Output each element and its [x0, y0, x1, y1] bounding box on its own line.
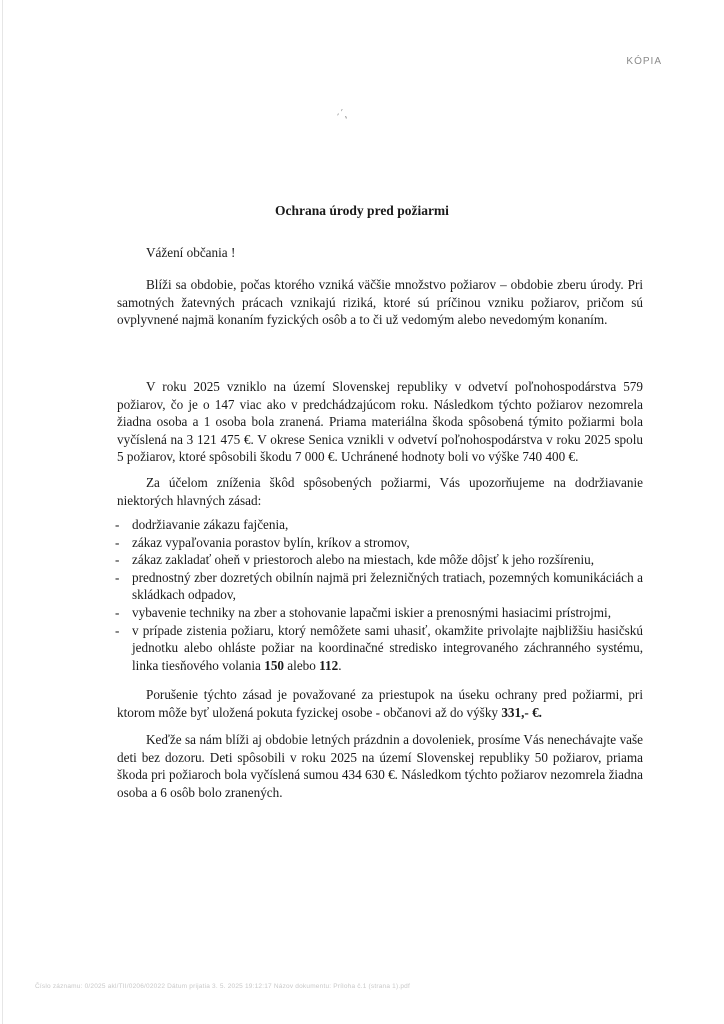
rule-text: dodržiavanie zákazu fajčenia,: [132, 517, 289, 532]
copy-stamp: KÓPIA: [626, 56, 662, 67]
scan-speck: ´ ,́: [335, 109, 349, 124]
penalty-text: Porušenie týchto zásad je považované za priestupok na úseku ochrany pred požiarmi, pri ktorom môže byť uložená pokuta fyzickej osobe - občanovi až do výšky: [117, 687, 643, 720]
scan-footer: Číslo záznamu: 0/2025 akl/TII/0206/02022 Dátum prijatia 3. 5. 2025 19:12:17 Názov dokumentu: Príloha č.1 (strana 1).pdf: [35, 983, 411, 990]
greeting: Vážení občania !: [146, 245, 236, 260]
list-dash: -: [115, 622, 120, 638]
rule-text: v prípade zistenia požiaru, ktorý nemôžete sami uhasiť, okamžite privolajte najbližšiu hasičskú jednotku alebo ohláste požiar na koordinačné stredisko integrovaného záchranného systému, linka tiesňového volania: [132, 622, 643, 673]
paragraph-intro: Blíži sa obdobie, počas ktorého vzniká väčšie množstvo požiarov – obdobie zberu úrody. Pri samotných žatevných prácach vznikajú riziká, ktoré sú príčinou vzniku požiarov, pričom sú ovplyvnené najmä konaním fyzických osôb a to či už vedomým alebo nevedomým konaním.: [117, 277, 643, 328]
paragraph-children: Keďže sa nám blíži aj obdobie letných prázdnin a dovoleniek, prosíme Vás nenechávajte vaše deti bez dozoru. Deti spôsobili v roku 2025 na území Slovenskej republiky 50 požiarov, priama škoda pri požiaroch bola vyčíslená sumou 434 630 €. Následkom týchto požiarov nezomrela žiadna osoba a 6 osôb bolo zranených.: [117, 732, 643, 800]
list-item: [117, 604, 643, 622]
rule-text: vybavenie techniky na zber a stohovanie lapačmi iskier a prenosnými hasiacimi prístrojmi,: [132, 604, 611, 620]
list-item: [117, 534, 643, 552]
list-item: [117, 569, 643, 604]
list-dash: -: [115, 604, 120, 620]
rule-text: zákaz zakladať oheň v priestoroch alebo na miestach, kde môže dôjsť k jeho rozšíreniu,: [132, 552, 595, 568]
list-item: [117, 516, 643, 534]
paragraph-statistics: V roku 2025 vzniklo na území Slovenskej republiky v odvetví poľnohospodárstva 579 požiarov, čo je o 147 viac ako v predchádzajúcom roku. Následkom týchto požiarov nezomrela žiadna osoba a 1 osoba bola zranená. Priama materiálna škoda spôsobená týmito požiarmi bola vyčíslená na 3 121 475 €. V okrese Senica vznikli v odvetví poľnohospodárstva v roku 2025 spolu 5 požiarov, ktoré spôsobili škodu 7 000 €. Uchránené hodnoty boli vo výške 740 400 €.: [117, 379, 643, 465]
list-dash: -: [115, 517, 120, 532]
list-dash: -: [115, 534, 120, 550]
rule-text: zákaz vypaľovania porastov bylín, kríkov a stromov,: [132, 534, 410, 550]
list-dash: -: [115, 552, 120, 568]
rules-list: [117, 516, 643, 674]
page-edge-line: [2, 0, 3, 1024]
penalty-amount: 331,- €.: [501, 704, 542, 720]
emergency-number-150: 150: [264, 657, 284, 673]
rule-end: .: [338, 657, 342, 673]
list-item: [117, 622, 643, 675]
paragraph-penalty: [117, 686, 643, 721]
paragraph-rules-intro: Za účelom zníženia škôd spôsobených požiarmi, Vás upozorňujeme na dodržiavanie niektorých hlavných zásad:: [117, 475, 643, 508]
document-title: Ochrana úrody pred požiarmi: [275, 203, 449, 218]
rule-connector: alebo: [284, 657, 320, 673]
rule-text: prednostný zber dozretých obilnín najmä pri železničných tratiach, pozemných komunikáciách a skládkach odpadov,: [132, 569, 643, 603]
list-item: [117, 551, 643, 569]
list-dash: -: [115, 569, 120, 585]
emergency-number-112: 112: [319, 657, 339, 673]
